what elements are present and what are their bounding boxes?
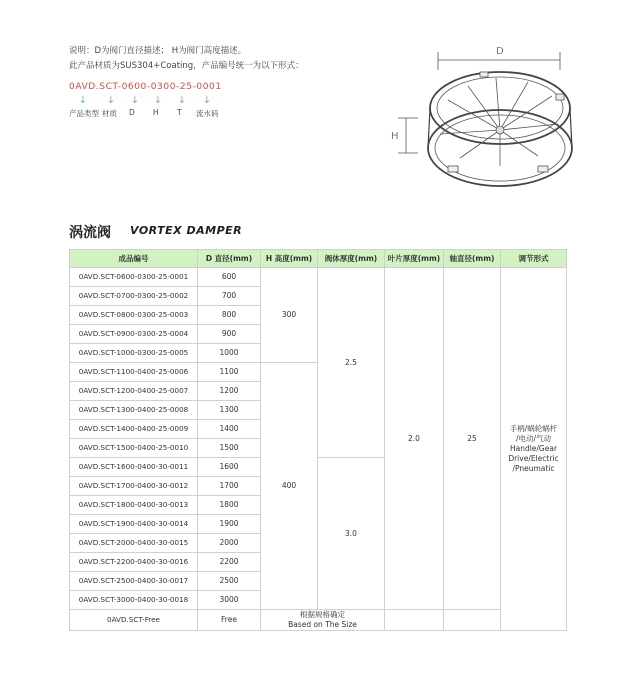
product-code-cell: 0AVD.SCT-1000-0300-25-0005 — [70, 344, 198, 363]
dimension-h-label: H — [391, 131, 399, 142]
diameter-cell: 700 — [198, 287, 261, 306]
diameter-cell: 1600 — [198, 458, 261, 477]
product-code-cell: 0AVD.SCT-2200-0400-30-0016 — [70, 553, 198, 572]
diameter-cell: 2500 — [198, 572, 261, 591]
diameter-cell: 1400 — [198, 420, 261, 439]
product-code-cell: 0AVD.SCT-2500-0400-30-0017 — [70, 572, 198, 591]
table-row-free — [70, 610, 567, 631]
height-cell: 400 — [261, 363, 318, 610]
adjust-line: 手柄/蜗轮蜗杆 — [509, 424, 558, 433]
adjust-line: /电动/气动 — [515, 434, 552, 443]
product-code-cell: 0AVD.SCT-0900-0300-25-0004 — [70, 325, 198, 344]
description-note: 说明：D为阀门直径描述； H为阀门高度描述。 — [69, 46, 247, 56]
product-code-cell: 0AVD.SCT-1300-0400-25-0008 — [70, 401, 198, 420]
diameter-cell: 1000 — [198, 344, 261, 363]
header-diameter: D 直径(mm) — [198, 250, 261, 268]
blank-cell — [444, 610, 501, 631]
blank-cell — [385, 610, 444, 631]
diameter-cell: 1200 — [198, 382, 261, 401]
diameter-cell: 900 — [198, 325, 261, 344]
header-height: H 高度(mm) — [261, 250, 318, 268]
product-code-example: 0AVD.SCT-0600-0300-25-0001 — [69, 82, 222, 92]
arrow-down-icon: ↓ — [202, 95, 212, 106]
product-code-cell: 0AVD.SCT-0800-0300-25-0003 — [70, 306, 198, 325]
shaft-diameter-cell: 25 — [444, 268, 501, 610]
section-title-cn: 涡流阀 — [69, 225, 111, 241]
vortex-damper-drawing — [388, 38, 588, 208]
adjust-type-cell — [501, 268, 567, 631]
diameter-cell: 3000 — [198, 591, 261, 610]
header-adjust-type: 调节形式 — [501, 250, 567, 268]
size-note-cell — [261, 610, 385, 631]
body-thickness-cell: 3.0 — [318, 458, 385, 610]
arrow-down-icon: ↓ — [78, 95, 88, 106]
diameter-cell: 1100 — [198, 363, 261, 382]
height-cell: 300 — [261, 268, 318, 363]
diameter-cell: 2000 — [198, 534, 261, 553]
product-code-cell: 0AVD.SCT-1500-0400-25-0010 — [70, 439, 198, 458]
header-blade-thickness: 叶片厚度(mm) — [385, 250, 444, 268]
section-title-en: VORTEX DAMPER — [130, 224, 243, 237]
product-code-cell: 0AVD.SCT-1900-0400-30-0014 — [70, 515, 198, 534]
diameter-cell: 600 — [198, 268, 261, 287]
diameter-cell: 800 — [198, 306, 261, 325]
diameter-cell: 1300 — [198, 401, 261, 420]
code-part-label: D — [129, 108, 135, 117]
product-code-cell: 0AVD.SCT-Free — [70, 610, 198, 631]
adjust-line: Handle/Gear — [509, 444, 558, 453]
arrow-down-icon: ↓ — [106, 95, 116, 106]
product-code-cell: 0AVD.SCT-0700-0300-25-0002 — [70, 287, 198, 306]
product-code-cell: 0AVD.SCT-0600-0300-25-0001 — [70, 268, 198, 287]
code-part-label: 产品类型 — [69, 109, 99, 118]
product-code-cell: 0AVD.SCT-2000-0400-30-0015 — [70, 534, 198, 553]
material-note: 此产品材质为SUS304+Coating，产品编号统一为以下形式： — [69, 61, 304, 71]
product-code-cell: 0AVD.SCT-1600-0400-30-0011 — [70, 458, 198, 477]
product-code-cell: 0AVD.SCT-1200-0400-25-0007 — [70, 382, 198, 401]
size-note-cn: 根据规格确定 — [300, 610, 345, 619]
code-part-label: T — [177, 108, 182, 117]
adjust-line: Drive/Electric — [508, 454, 559, 463]
code-part-label: 材质 — [102, 109, 117, 118]
diameter-cell: Free — [198, 610, 261, 631]
product-code-cell: 0AVD.SCT-3000-0400-30-0018 — [70, 591, 198, 610]
product-code-cell: 0AVD.SCT-1800-0400-30-0013 — [70, 496, 198, 515]
header-product-code: 成品编号 — [70, 250, 198, 268]
adjust-line: /Pneumatic — [512, 464, 555, 473]
diameter-cell: 1900 — [198, 515, 261, 534]
product-code-cell: 0AVD.SCT-1100-0400-25-0006 — [70, 363, 198, 382]
table-row — [70, 268, 567, 287]
header-body-thickness: 阀体厚度(mm) — [318, 250, 385, 268]
header-shaft-diameter: 轴直径(mm) — [444, 250, 501, 268]
code-part-label: H — [153, 108, 159, 117]
table-header-row — [70, 250, 567, 268]
body-thickness-cell: 2.5 — [318, 268, 385, 458]
diameter-cell: 2200 — [198, 553, 261, 572]
diameter-cell: 1500 — [198, 439, 261, 458]
code-arrows — [69, 95, 229, 107]
diameter-cell: 1700 — [198, 477, 261, 496]
code-part-label: 流水码 — [196, 109, 219, 118]
arrow-down-icon: ↓ — [177, 95, 187, 106]
arrow-down-icon: ↓ — [153, 95, 163, 106]
diameter-cell: 1800 — [198, 496, 261, 515]
size-note-en: Based on The Size — [288, 620, 357, 629]
spec-table — [69, 249, 567, 631]
arrow-down-icon: ↓ — [130, 95, 140, 106]
product-code-cell: 0AVD.SCT-1700-0400-30-0012 — [70, 477, 198, 496]
dimension-d-label: D — [496, 46, 504, 57]
blade-thickness-cell: 2.0 — [385, 268, 444, 610]
product-code-cell: 0AVD.SCT-1400-0400-25-0009 — [70, 420, 198, 439]
